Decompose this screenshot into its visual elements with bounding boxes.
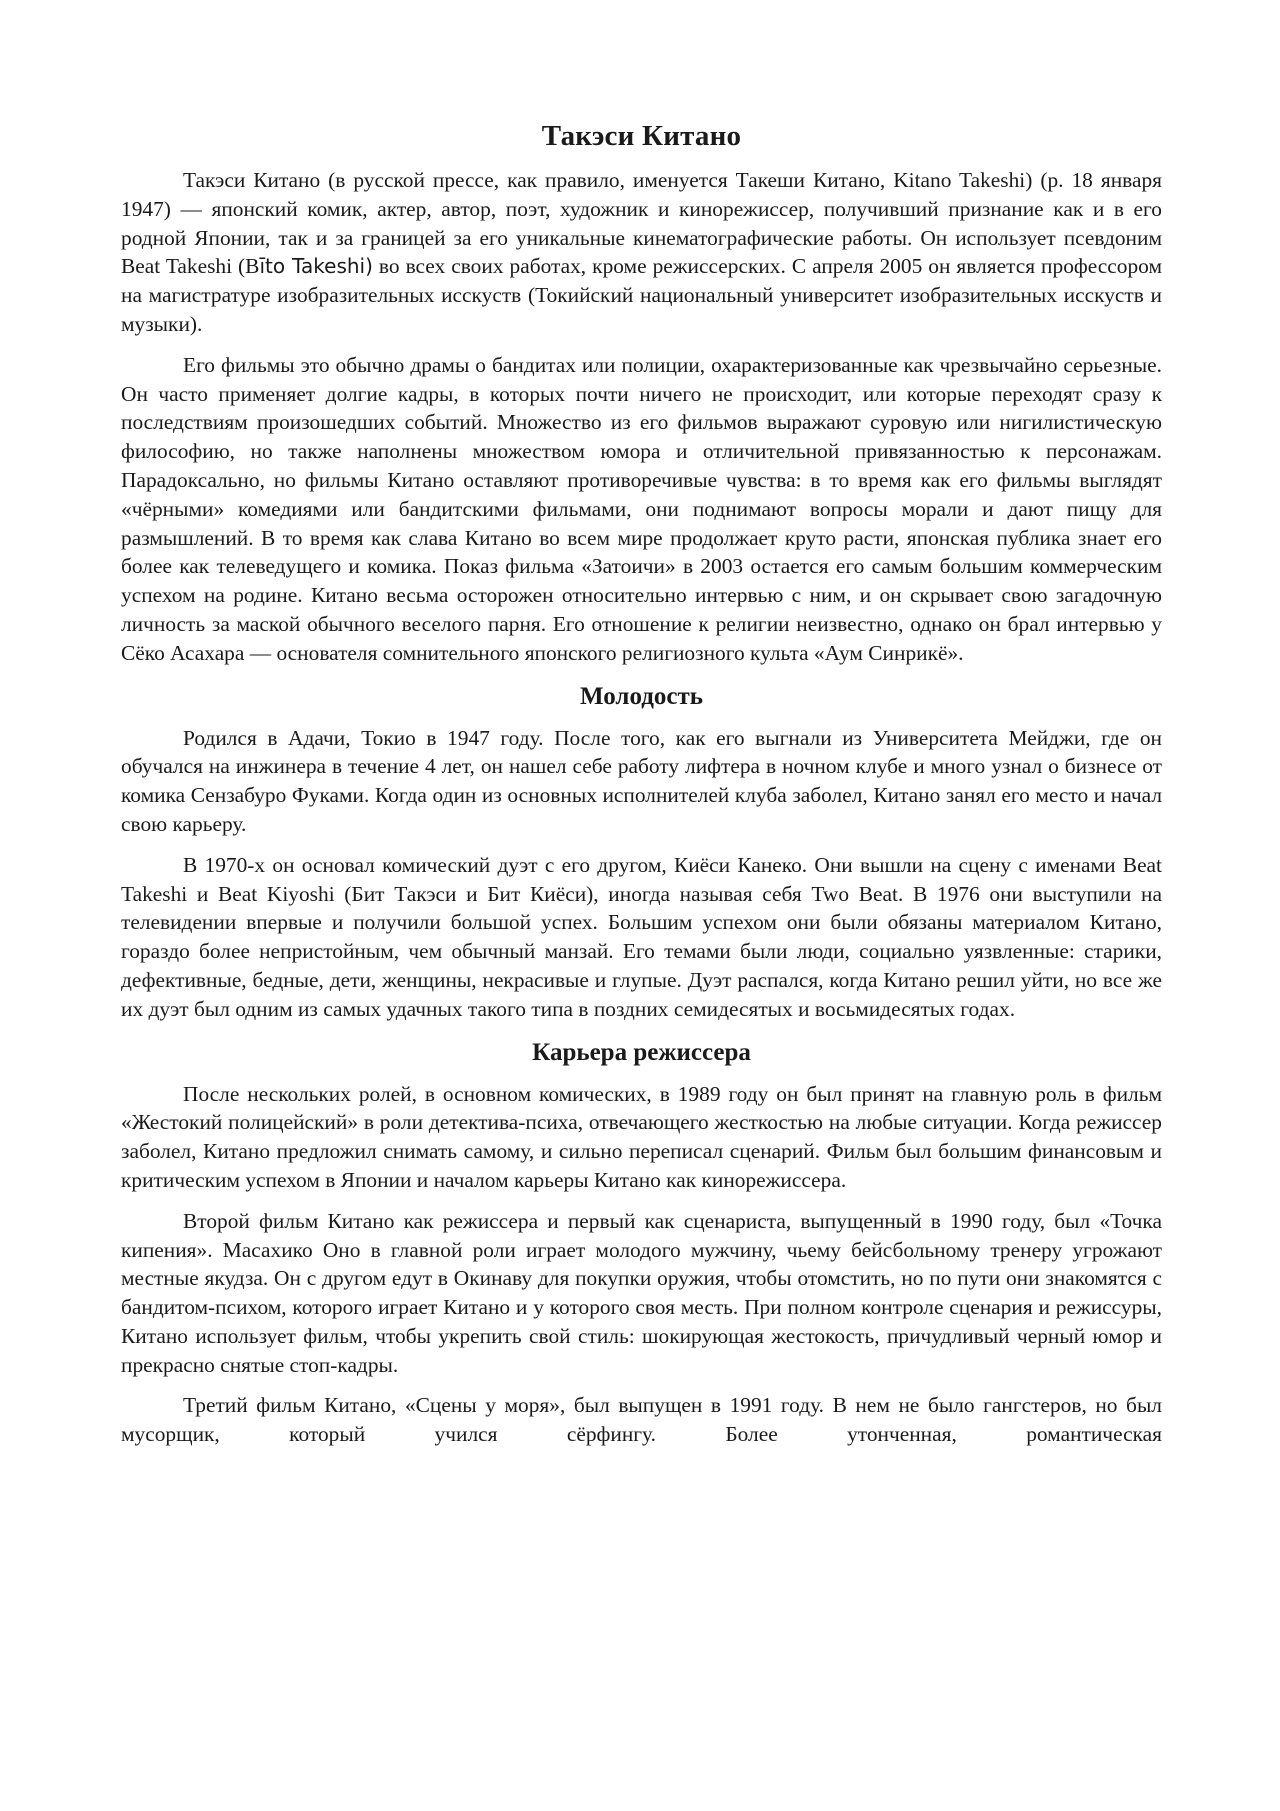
document-page: [121, 118, 1162, 1461]
section-heading-director-career: Карьера режиссера: [532, 1038, 751, 1066]
youth-paragraph-1: Родился в Адачи, Токио в 1947 году. После того, как его выгнали из Университета Мейджи, где он обучался на инжинера в течение 4 лет, он нашел себе работу лифтера в ночном клубе и много узнал о бизнесе от комика Сензабуро Фуками. Когда один из основных исполнителей клуба заболел, Китано занял его место и начал свою карьеру.: [121, 725, 1162, 836]
intro-text-part-1: Такэси Китано (в русской прессе, как правило, именуется Такеши Китано, Kitano Takeshi) (р. 18 января 1947) — японский комик, актер, автор, поэт, художник и кинорежиссер, получивший признание как и в его родной Японии, так и за границей за его уникальные кинематографические работы. Он использует псевдоним Beat Takeshi (B: [121, 168, 1162, 279]
career-paragraph-2: Второй фильм Китано как режиссера и первый как сценариста, выпущенный в 1990 году, был «Точка кипения». Масахико Оно в главной роли играет молодого мужчину, чьему бейсбольному тренеру угрожают местные якудза. Он с другом едут в Окинаву для покупки оружия, чтобы отомстить, но по пути они знакомятся с бандитом-психом, которого играет Китано и у которого своя месть. При полном контроле сценария и режиссуры, Китано использует фильм, чтобы укрепить свой стиль: шокирующая жестокость, причудливый черный юмор и прекрасно снятые стоп-кадры.: [121, 1208, 1162, 1377]
intro-paragraph-2: Его фильмы это обычно драмы о бандитах или полиции, охарактеризованные как чрезвычайно серьезные. Он часто применяет долгие кадры, в которых почти ничего не происходит, или которые переходят сразу к последствиям произошедших событий. Множество из его фильмов выражают суровую или нигилистическую философию, но также наполнены множеством юмора и отличительной привязанностью к персонажам. Парадоксально, но фильмы Китано оставляют противоречивые чувства: в то время как его фильмы выглядят «чёрными» комедиями или бандитскими фильмами, они поднимают вопросы морали и дают пищу для размышлений. В то время как слава Китано во всем мире продолжает круто расти, японская публика знает его более как телеведущего и комика. Показ фильма «Затоичи» в 2003 остается его самым большим коммерческим успехом на родине. Китано весьма осторожен относительно интервью с ним, и он скрывает свою загадочную личность за маской обычного веселого парня. Его отношение к религии неизвестно, однако он брал интервью у Сёко Асахара — основателя сомнительного японского религиозного культа «Аум Синрикё».: [121, 352, 1162, 665]
career-paragraph-3: Третий фильм Китано, «Сцены у моря», был выпущен в 1991 году. В нем не было гангстеров, но был мусорщик, который учился сёрфингу. Более утонченная, романтическая: [121, 1393, 1162, 1447]
document-title: Такэси Китано: [541, 120, 742, 152]
career-paragraph-1: После нескольких ролей, в основном комических, в 1989 году он был принят на главную роль в фильм «Жестокий полицейский» в роли детектива-психа, отвечающего жесткостью на любые ситуации. Когда режиссер заболел, Китано предложил снимать самому, и сильно переписал сценарий. Фильм был большим финансовым и критическим успехом в Японии и началом карьеры Китано как кинорежиссера.: [121, 1081, 1162, 1192]
intro-paragraph-1: [121, 166, 1162, 339]
section-heading-youth: Молодость: [580, 682, 703, 710]
intro-text-part-2: во всех своих работах, кроме режиссерских. С апреля 2005 он является профессором на магистратуре изобразительных исскуств (Токийский национальный университет изобразительных исскуств и музыки).: [121, 254, 1162, 336]
intro-romanized-name: īto Takeshi): [259, 254, 373, 279]
youth-paragraph-2: В 1970-х он основал комический дуэт с его другом, Киёси Канеко. Они вышли на сцену с именами Beat Takeshi и Beat Kiyoshi (Бит Такэси и Бит Киёси), иногда называя себя Two Beat. В 1976 они выступили на телевидении впервые и получили большой успех. Большим успехом они были обязаны материалом Китано, гораздо более непристойным, чем обычный манзай. Его темами были люди, социально уязвленные: старики, дефективные, бедные, дети, женщины, некрасивые и глупые. Дуэт распался, когда Китано решил уйти, но все же их дуэт был одним из самых удачных такого типа в поздних семидесятых и восьмидесятых годах.: [121, 852, 1162, 1021]
